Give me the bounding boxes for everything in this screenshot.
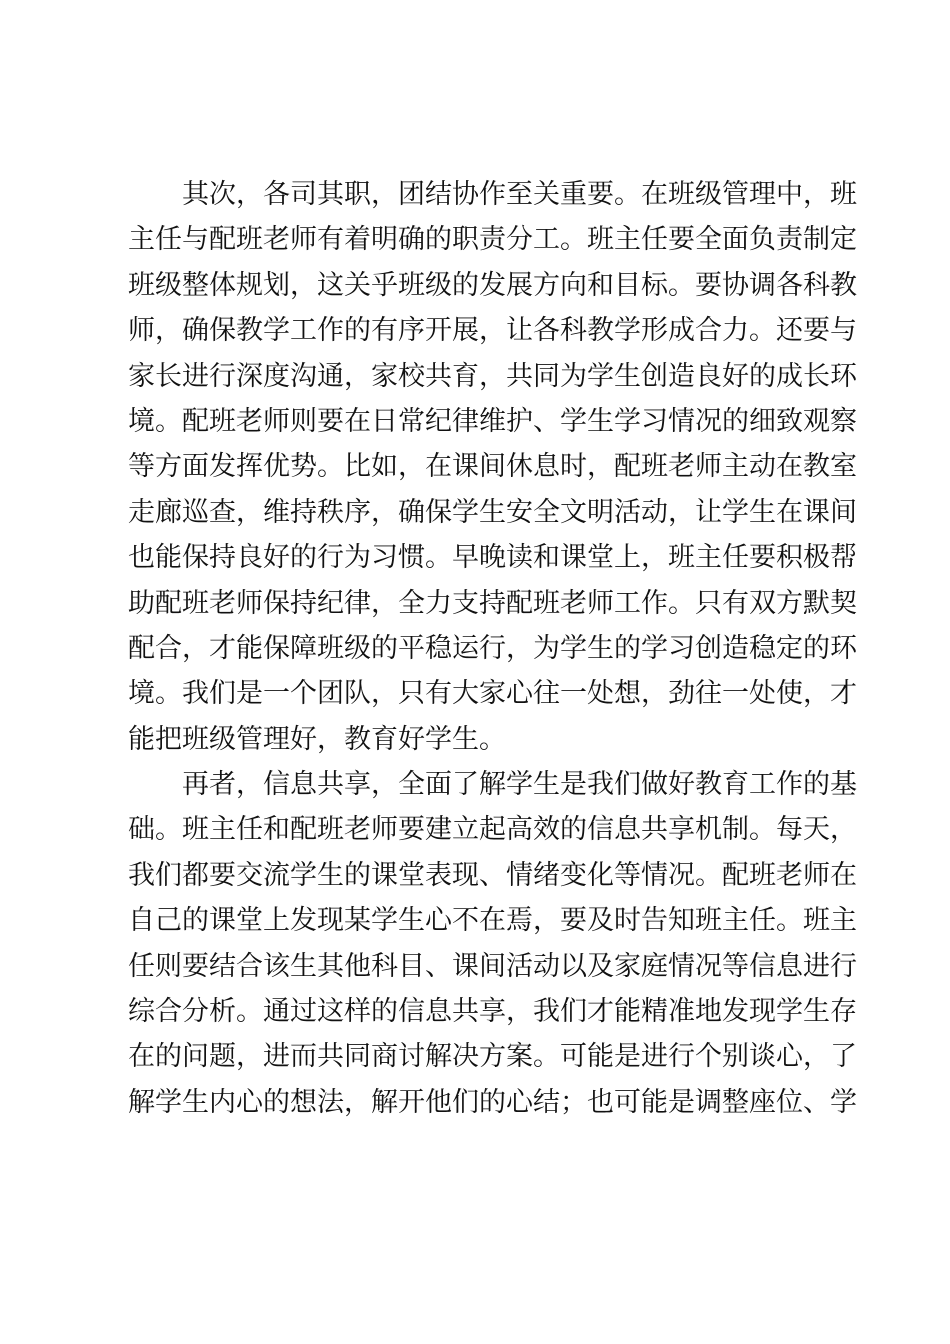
text-line: 任则要结合该生其他科目、课间活动以及家庭情况等信息进行 (128, 950, 857, 982)
text-line: 境。配班老师则要在日常纪律维护、学生学习情况的细致观察 (128, 405, 857, 437)
text-line: 境。我们是一个团队，只有大家心往一处想，劲往一处使，才 (128, 678, 857, 710)
text-line: 能把班级管理好，教育好学生。 (128, 723, 506, 755)
paragraph-2 (128, 762, 857, 1125)
text-line: 班级整体规划，这关乎班级的发展方向和目标。要协调各科教 (128, 269, 857, 301)
text-line: 再者，信息共享，全面了解学生是我们做好教育工作的基 (182, 769, 857, 801)
body-text (128, 172, 857, 1125)
text-line: 助配班老师保持纪律，全力支持配班老师工作。只有双方默契 (128, 587, 857, 619)
text-line: 等方面发挥优势。比如，在课间休息时，配班老师主动在教室 (128, 451, 857, 483)
paragraph-1 (128, 172, 857, 762)
text-line: 走廊巡查，维持秩序，确保学生安全文明活动，让学生在课间 (128, 496, 857, 528)
text-line: 其次，各司其职，团结协作至关重要。在班级管理中，班 (182, 179, 857, 210)
text-line: 综合分析。通过这样的信息共享，我们才能精准地发现学生存 (128, 996, 857, 1028)
text-line: 师，确保教学工作的有序开展，让各科教学形成合力。还要与 (128, 315, 857, 347)
text-line: 在的问题，进而共同商讨解决方案。可能是进行个别谈心，了 (128, 1041, 857, 1073)
text-line: 自己的课堂上发现某学生心不在焉，要及时告知班主任。班主 (128, 905, 857, 937)
text-line: 主任与配班老师有着明确的职责分工。班主任要全面负责制定 (128, 224, 857, 256)
text-line: 也能保持良好的行为习惯。早晚读和课堂上，班主任要积极帮 (128, 542, 857, 574)
text-line: 我们都要交流学生的课堂表现、情绪变化等情况。配班老师在 (128, 859, 857, 891)
text-line: 解学生内心的想法，解开他们的心结；也可能是调整座位、学 (128, 1086, 857, 1118)
text-line: 家长进行深度沟通，家校共育，共同为学生创造良好的成长环 (128, 360, 857, 392)
text-line: 配合，才能保障班级的平稳运行，为学生的学习创造稳定的环 (128, 632, 857, 664)
text-line: 础。班主任和配班老师要建立起高效的信息共享机制。每天， (128, 814, 857, 846)
